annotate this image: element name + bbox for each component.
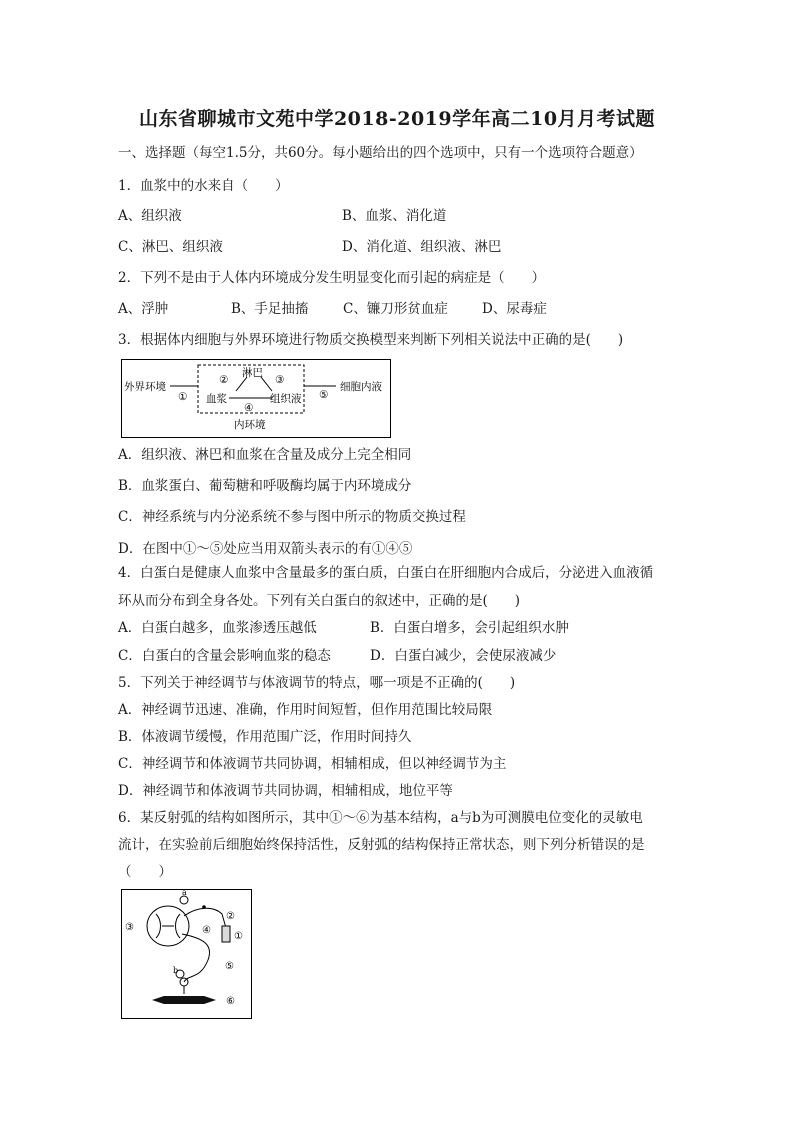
marker-2: ②: [226, 911, 235, 922]
reflex-arc-diagram: [121, 889, 252, 1019]
marker-4: ④: [244, 402, 254, 414]
q5-option-a: A．神经调节迅速、准确，作用时间短暂，但作用范围比较局限: [118, 702, 493, 718]
q5-option-d: D．神经调节和体液调节共同协调，相辅相成，地位平等: [118, 783, 453, 799]
q3-option-c: C．神经系统与内分泌系统不参与图中所示的物质交换过程: [118, 509, 466, 525]
line-2: [236, 377, 247, 391]
plasma-label: 血浆: [206, 393, 227, 405]
internal-environment-diagram: [121, 359, 391, 438]
cell-fluid-label: 细胞内液: [340, 381, 382, 393]
q4-option-d: D．白蛋白减少，会使尿液减少: [370, 648, 557, 664]
question-6-stem-line1: 6．某反射弧的结构如图所示，其中①～⑥为基本结构，a与b为可测膜电位变化的灵敏电: [118, 810, 643, 826]
question-6-stem-line2: 流计，在实验前后细胞始终保持活性，反射弧的结构保持正常状态，则下列分析错误的是: [118, 837, 645, 853]
label-b: b: [173, 966, 179, 975]
outer-environment-label: 外界环境: [124, 381, 166, 393]
q2-option-d: D、尿毒症: [482, 301, 547, 317]
q2-option-c: C、镰刀形贫血症: [343, 301, 448, 317]
reflex-arc-figure: [122, 890, 251, 1018]
q4-option-a: A．白蛋白越多，血浆渗透压越低: [118, 620, 317, 636]
exchange-model-figure: [122, 360, 390, 437]
question-4-stem-line2: 环从而分布到全身各处。下列有关白蛋白的叙述中，正确的是( ): [118, 593, 521, 609]
lymph-label: 淋巴: [242, 367, 263, 379]
q5-option-b: B．体液调节缓慢，作用范围广泛，作用时间持久: [118, 729, 412, 745]
q3-option-a: A．组织液、淋巴和血浆在含量及成分上完全相同: [118, 447, 412, 463]
efferent-nerve: [182, 934, 210, 982]
marker-4: ④: [202, 925, 211, 936]
marker-3: ③: [275, 374, 285, 386]
q3-option-d: D．在图中①～⑤处应当用双箭头表示的有①④⑤: [118, 541, 413, 557]
q4-option-b: B．白蛋白增多，会引起组织水肿: [370, 620, 569, 636]
label-a: a: [182, 890, 187, 897]
muscle-effector: [152, 996, 216, 1004]
question-6-stem-line3: （ ）: [118, 864, 172, 880]
question-1-stem: 1．血浆中的水来自（ ）: [118, 178, 289, 194]
receptor-block: [222, 926, 230, 942]
section-heading: 一、选择题（每空1.5分，共60分。每小题给出的四个选项中，只有一个选项符合题意）: [118, 145, 643, 161]
question-2-stem: 2．下列不是由于人体内环境成分发生明显变化而引起的病症是（ ）: [118, 270, 546, 286]
q1-option-a: A、组织液: [118, 208, 182, 224]
question-3-stem: 3．根据体内细胞与外界环境进行物质交换模型来判断下列相关说法中正确的是( ): [118, 332, 624, 348]
marker-2: ②: [219, 374, 229, 386]
q2-option-a: A、浮肿: [118, 301, 169, 317]
q5-option-c: C．神经调节和体液调节共同协调，相辅相成，但以神经调节为主: [118, 756, 507, 772]
q3-option-b: B．血浆蛋白、葡萄糖和呼吸酶均属于内环境成分: [118, 478, 412, 494]
page-title: 山东省聊城市文苑中学2018-2019学年高二10月月考试题: [138, 108, 656, 130]
q1-option-b: B、血浆、消化道: [342, 208, 447, 224]
marker-5: ⑤: [319, 389, 329, 401]
line-3: [261, 377, 272, 391]
marker-1: ①: [178, 391, 188, 403]
question-5-stem: 5．下列关于神经调节与体液调节的特点，哪一项是不正确的( ): [118, 675, 516, 691]
marker-5: ⑤: [225, 961, 234, 972]
stimulus-dot: [202, 905, 206, 909]
question-4-stem-line1: 4．白蛋白是健康人血浆中含量最多的蛋白质，白蛋白在肝细胞内合成后，分泌进入血液循: [118, 565, 654, 581]
q1-option-c: C、淋巴、组织液: [118, 239, 223, 255]
marker-3: ③: [125, 922, 134, 933]
q2-option-b: B、手足抽搐: [231, 301, 309, 317]
gray-matter: [156, 914, 180, 938]
inner-environment-label: 内环境: [234, 419, 266, 431]
marker-6: ⑥: [226, 996, 235, 1007]
galvanometer-a: [180, 896, 188, 904]
q1-option-d: D、消化道、组织液、淋巴: [342, 239, 502, 255]
q4-option-c: C．白蛋白的含量会影响血浆的稳态: [118, 648, 331, 664]
tissue-fluid-label: 组织液: [270, 393, 302, 405]
marker-1: ①: [234, 931, 243, 942]
